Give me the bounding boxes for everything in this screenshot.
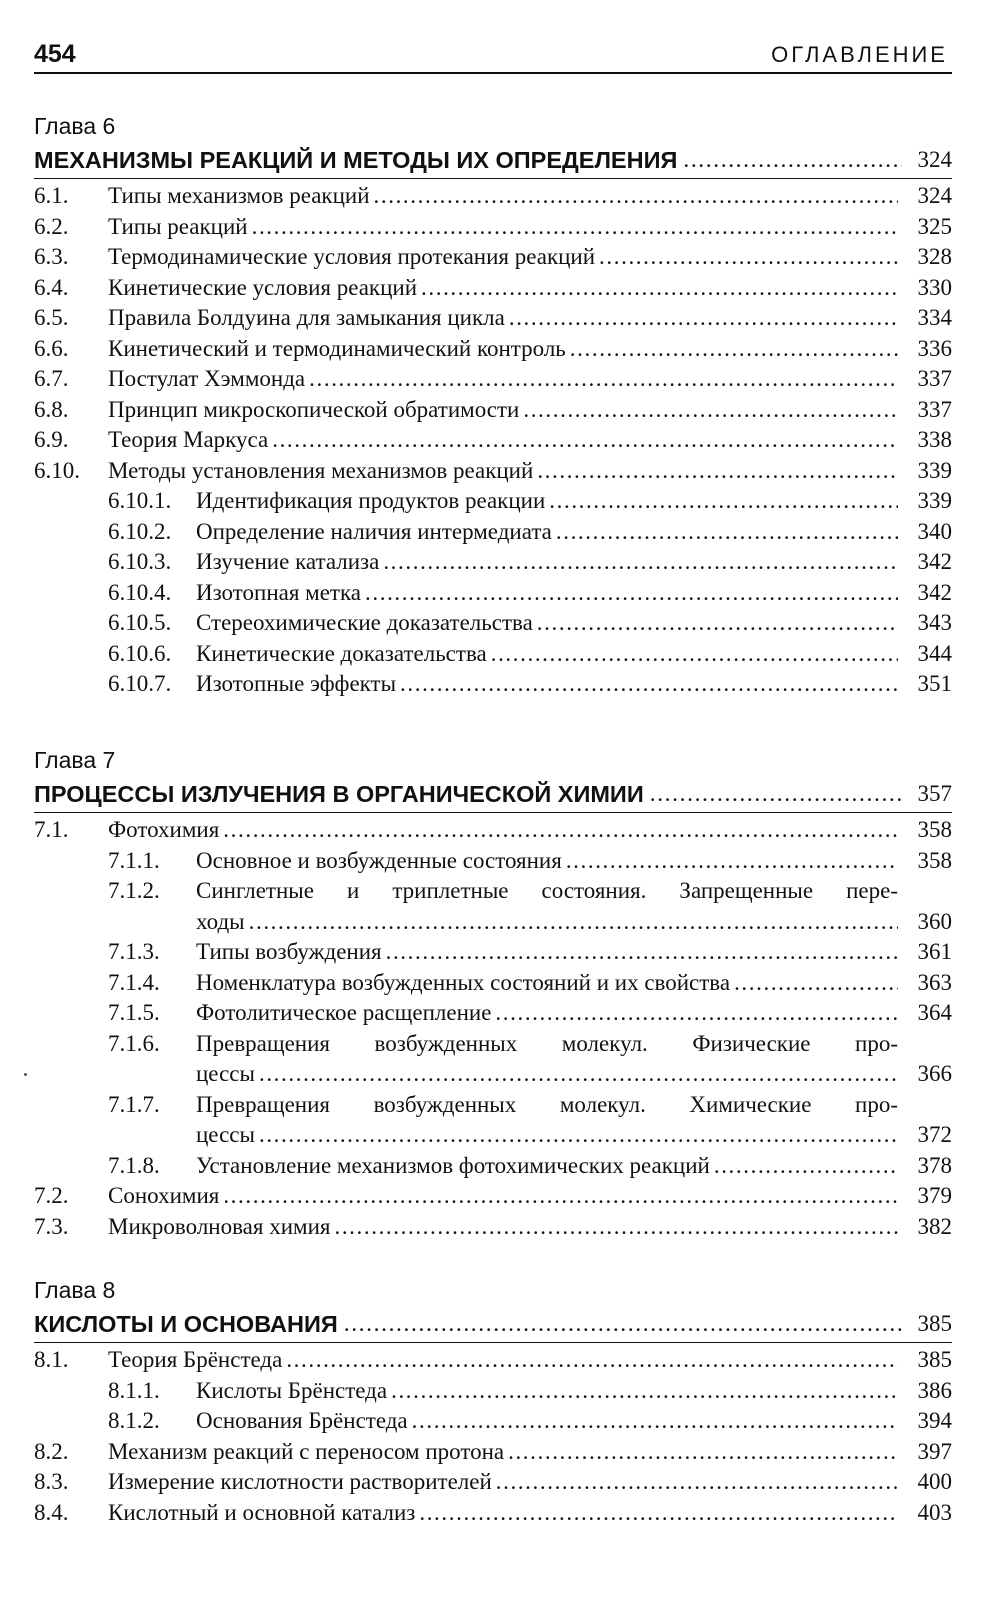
dot-leader — [537, 456, 898, 487]
section-title: Стереохимические доказательства — [196, 610, 533, 635]
section-page-number: 342 — [917, 549, 952, 574]
section-title: цессы — [196, 1061, 255, 1086]
dot-leader — [556, 517, 898, 548]
section-title: Определение наличия интермедиата — [196, 518, 552, 544]
toc-entry[interactable] — [34, 1437, 952, 1468]
toc-entry[interactable] — [34, 998, 952, 1029]
section-page-number: 343 — [917, 610, 952, 635]
section-page-number: 337 — [917, 366, 952, 391]
page-header — [34, 40, 952, 70]
toc-entry[interactable] — [34, 968, 952, 999]
section-number: 7.1.1. — [108, 847, 160, 873]
section-number: 8.1.2. — [108, 1408, 160, 1433]
toc-entry[interactable] — [34, 1151, 952, 1182]
section-number: 6.3. — [34, 244, 69, 269]
section-page-number: 334 — [917, 305, 952, 330]
dot-leader — [249, 907, 898, 938]
header-rule — [34, 72, 952, 74]
toc-entry[interactable] — [34, 1376, 952, 1407]
section-number: 6.7. — [34, 366, 69, 391]
dot-leader — [252, 212, 898, 243]
chapter-title: КИСЛОТЫ И ОСНОВАНИЯ — [34, 1311, 338, 1337]
section-number: 7.3. — [34, 1213, 69, 1239]
section-number: 6.9. — [34, 427, 69, 452]
dot-leader — [491, 639, 898, 670]
toc-entry[interactable] — [34, 334, 952, 365]
dot-leader — [509, 303, 898, 334]
dot-leader — [412, 1406, 898, 1437]
section-page-number: 360 — [917, 908, 952, 934]
section-number: 7.1.2. — [108, 878, 160, 903]
chapter-rule — [34, 812, 952, 813]
toc-entry[interactable] — [34, 303, 952, 334]
chapter-page-number: 385 — [917, 1311, 952, 1336]
section-title: Изучение катализа — [196, 549, 380, 574]
section-number: 6.6. — [34, 335, 69, 361]
section-page-number: 358 — [917, 817, 952, 842]
section-page-number: 324 — [917, 183, 952, 208]
section-number: 7.1.4. — [108, 969, 160, 995]
chapter-8 — [34, 1274, 952, 1528]
chapter-6 — [34, 110, 952, 700]
chapter-label: Глава 8 — [34, 1277, 116, 1303]
toc-entry[interactable] — [34, 181, 952, 212]
print-speck — [24, 1073, 27, 1076]
toc-entry[interactable] — [34, 242, 952, 273]
section-number: 7.1.6. — [108, 1030, 160, 1056]
section-number: 6.10.1. — [108, 488, 172, 513]
section-number: 8.1. — [34, 1347, 69, 1372]
dot-leader — [272, 425, 898, 456]
section-title: Сонохимия — [108, 1183, 220, 1208]
dot-leader — [421, 273, 898, 304]
dot-leader — [374, 181, 898, 212]
section-title: Типы возбуждения — [196, 939, 382, 964]
section-title: Кислотный и основной катализ — [108, 1499, 416, 1525]
section-page-number: 340 — [917, 518, 952, 544]
dot-leader — [334, 1212, 898, 1243]
section-number: 6.10.4. — [108, 579, 172, 605]
toc-entry[interactable] — [34, 425, 952, 456]
dot-leader — [496, 1467, 898, 1498]
dot-leader — [386, 937, 898, 968]
dot-leader — [495, 998, 898, 1029]
chapter-title: МЕХАНИЗМЫ РЕАКЦИЙ И МЕТОДЫ ИХ ОПРЕДЕЛЕНИЯ — [34, 147, 678, 173]
section-page-number: 364 — [917, 1000, 952, 1025]
section-title: Постулат Хэммонда — [108, 366, 306, 391]
section-title: Номенклатура возбужденных состояний и их свойства — [196, 969, 731, 995]
section-title-line: Превращения возбужденных молекул. Химические про- — [196, 1091, 898, 1117]
section-number: 6.10.2. — [108, 518, 172, 544]
section-title-line: Превращения возбужденных молекул. Физические про- — [196, 1030, 898, 1056]
section-page-number: 378 — [917, 1152, 952, 1178]
toc-entry[interactable] — [34, 846, 952, 877]
section-number: 8.3. — [34, 1469, 69, 1494]
section-title: ходы — [196, 908, 245, 934]
section-page-number: 358 — [917, 847, 952, 873]
section-title: Кинетический и термодинамический контроль — [108, 335, 566, 361]
toc-entry[interactable] — [34, 1406, 952, 1437]
dot-leader — [223, 1181, 898, 1212]
chapter-title-row[interactable] — [34, 1306, 952, 1342]
section-page-number: 385 — [917, 1347, 952, 1372]
section-page-number: 379 — [917, 1183, 952, 1208]
toc-entry[interactable] — [34, 1345, 952, 1376]
toc-entry[interactable] — [34, 1029, 952, 1090]
section-page-number: 397 — [917, 1438, 952, 1464]
section-number: 7.2. — [34, 1183, 69, 1208]
dot-leader — [599, 242, 898, 273]
section-title: Термодинамические условия протекания реакций — [108, 244, 596, 269]
dot-leader — [259, 1059, 898, 1090]
section-number: 6.5. — [34, 305, 69, 330]
section-title: Теория Маркуса — [108, 427, 269, 452]
dot-leader — [734, 968, 898, 999]
toc-entry[interactable] — [34, 669, 952, 700]
section-title: Кинетические условия реакций — [108, 274, 418, 300]
section-page-number: 339 — [917, 457, 952, 483]
section-number: 6.8. — [34, 396, 69, 422]
section-title: Изотопная метка — [196, 579, 362, 605]
section-page-number: 386 — [917, 1377, 952, 1403]
toc-entry[interactable] — [34, 395, 952, 426]
dot-leader — [537, 608, 898, 639]
toc-entry[interactable] — [34, 547, 952, 578]
section-title: Теория Брёнстеда — [108, 1347, 283, 1372]
section-title-line: Синглетные и триплетные состояния. Запрещенные пере- — [196, 878, 898, 903]
dot-leader — [650, 776, 902, 812]
dot-leader — [570, 334, 898, 365]
toc-entry[interactable] — [34, 876, 952, 937]
chapter-rule — [34, 178, 952, 179]
section-title: Методы установления механизмов реакций — [108, 457, 534, 483]
section-title: Принцип микроскопической обратимости — [108, 396, 520, 422]
toc-entry[interactable] — [34, 937, 952, 968]
section-page-number: 372 — [917, 1122, 952, 1147]
section-page-number: 394 — [917, 1408, 952, 1433]
section-title: Измерение кислотности растворителей — [108, 1469, 492, 1494]
section-number: 7.1.7. — [108, 1091, 160, 1117]
section-page-number: 400 — [917, 1469, 952, 1494]
toc-entry[interactable] — [34, 273, 952, 304]
section-title: Основное и возбужденные состояния — [196, 847, 562, 873]
dot-leader — [714, 1151, 898, 1182]
toc-entry[interactable] — [34, 608, 952, 639]
section-number: 7.1.3. — [108, 939, 160, 964]
section-page-number: 342 — [917, 579, 952, 605]
section-title: Кинетические доказательства — [196, 640, 487, 666]
section-page-number: 338 — [917, 427, 952, 452]
section-number: 6.2. — [34, 213, 69, 239]
page-number: 454 — [34, 40, 76, 68]
section-page-number: 339 — [917, 488, 952, 513]
toc-entry[interactable] — [34, 486, 952, 517]
section-number: 6.4. — [34, 274, 69, 300]
toc-entry[interactable] — [34, 1498, 952, 1529]
section-title: Фотолитическое расщепление — [196, 1000, 492, 1025]
section-page-number: 337 — [917, 396, 952, 422]
section-title: Изотопные эффекты — [196, 671, 397, 696]
dot-leader — [365, 578, 898, 609]
toc-entry[interactable] — [34, 364, 952, 395]
toc-entry[interactable] — [34, 1467, 952, 1498]
section-number: 8.2. — [34, 1438, 69, 1464]
running-title: ОГЛАВЛЕНИЕ — [771, 42, 948, 67]
section-title: Основания Брёнстеда — [196, 1408, 408, 1433]
dot-leader — [391, 1376, 898, 1407]
chapter-page-number: 324 — [917, 147, 952, 172]
chapter-rule — [34, 1342, 952, 1343]
chapter-label: Глава 7 — [34, 747, 116, 773]
section-page-number: 336 — [917, 335, 952, 361]
section-title: Фотохимия — [108, 817, 220, 842]
section-title: Кислоты Брёнстеда — [196, 1377, 388, 1403]
section-number: 6.10.3. — [108, 549, 172, 574]
chapter-7 — [34, 744, 952, 1242]
toc-entry[interactable] — [34, 517, 952, 548]
section-number: 8.4. — [34, 1499, 69, 1525]
dot-leader — [344, 1306, 902, 1342]
section-title: Микроволновая химия — [108, 1213, 331, 1239]
dot-leader — [223, 815, 898, 846]
section-title: Механизм реакций с переносом протона — [108, 1438, 505, 1464]
dot-leader — [508, 1437, 898, 1468]
section-number: 6.10. — [34, 457, 80, 483]
chapter-title-row[interactable] — [34, 142, 952, 178]
dot-leader — [259, 1120, 898, 1151]
section-title: Идентификация продуктов реакции — [196, 488, 546, 513]
section-number: 6.10.6. — [108, 640, 172, 666]
section-title: Типы механизмов реакций — [108, 183, 370, 208]
toc-entry[interactable] — [34, 578, 952, 609]
chapter-title-row[interactable] — [34, 776, 952, 812]
section-number: 6.1. — [34, 183, 69, 208]
toc-entry[interactable] — [34, 1212, 952, 1243]
toc-entry[interactable] — [34, 212, 952, 243]
dot-leader — [523, 395, 898, 426]
dot-leader — [286, 1345, 898, 1376]
section-page-number: 382 — [917, 1213, 952, 1239]
section-page-number: 366 — [917, 1061, 952, 1086]
dot-leader — [683, 142, 902, 178]
section-page-number: 344 — [917, 640, 952, 666]
dot-leader — [400, 669, 898, 700]
section-title: цессы — [196, 1122, 255, 1147]
section-page-number: 351 — [917, 671, 952, 696]
section-number: 6.10.5. — [108, 610, 172, 635]
section-number: 7.1.8. — [108, 1152, 160, 1178]
dot-leader — [419, 1498, 898, 1529]
toc-entry[interactable] — [34, 456, 952, 487]
chapter-page-number: 357 — [917, 781, 952, 806]
toc-entry[interactable] — [34, 1181, 952, 1212]
toc-entry[interactable] — [34, 639, 952, 670]
section-page-number: 363 — [917, 969, 952, 995]
dot-leader — [549, 486, 898, 517]
section-page-number: 403 — [917, 1499, 952, 1525]
toc-entry[interactable] — [34, 815, 952, 846]
dot-leader — [383, 547, 898, 578]
section-title: Правила Болдуина для замыкания цикла — [108, 305, 505, 330]
section-page-number: 325 — [917, 213, 952, 239]
section-number: 6.10.7. — [108, 671, 172, 696]
chapter-title: ПРОЦЕССЫ ИЗЛУЧЕНИЯ В ОРГАНИЧЕСКОЙ ХИМИИ — [34, 781, 644, 807]
section-page-number: 330 — [917, 274, 952, 300]
chapter-label: Глава 6 — [34, 113, 116, 139]
section-number: 7.1. — [34, 817, 69, 842]
section-page-number: 361 — [917, 939, 952, 964]
section-number: 8.1.1. — [108, 1377, 160, 1403]
section-page-number: 328 — [917, 244, 952, 269]
section-title: Установление механизмов фотохимических реакций — [196, 1152, 710, 1178]
dot-leader — [566, 846, 898, 877]
section-number: 7.1.5. — [108, 1000, 160, 1025]
toc-entry[interactable] — [34, 1090, 952, 1151]
dot-leader — [309, 364, 898, 395]
section-title: Типы реакций — [108, 213, 248, 239]
